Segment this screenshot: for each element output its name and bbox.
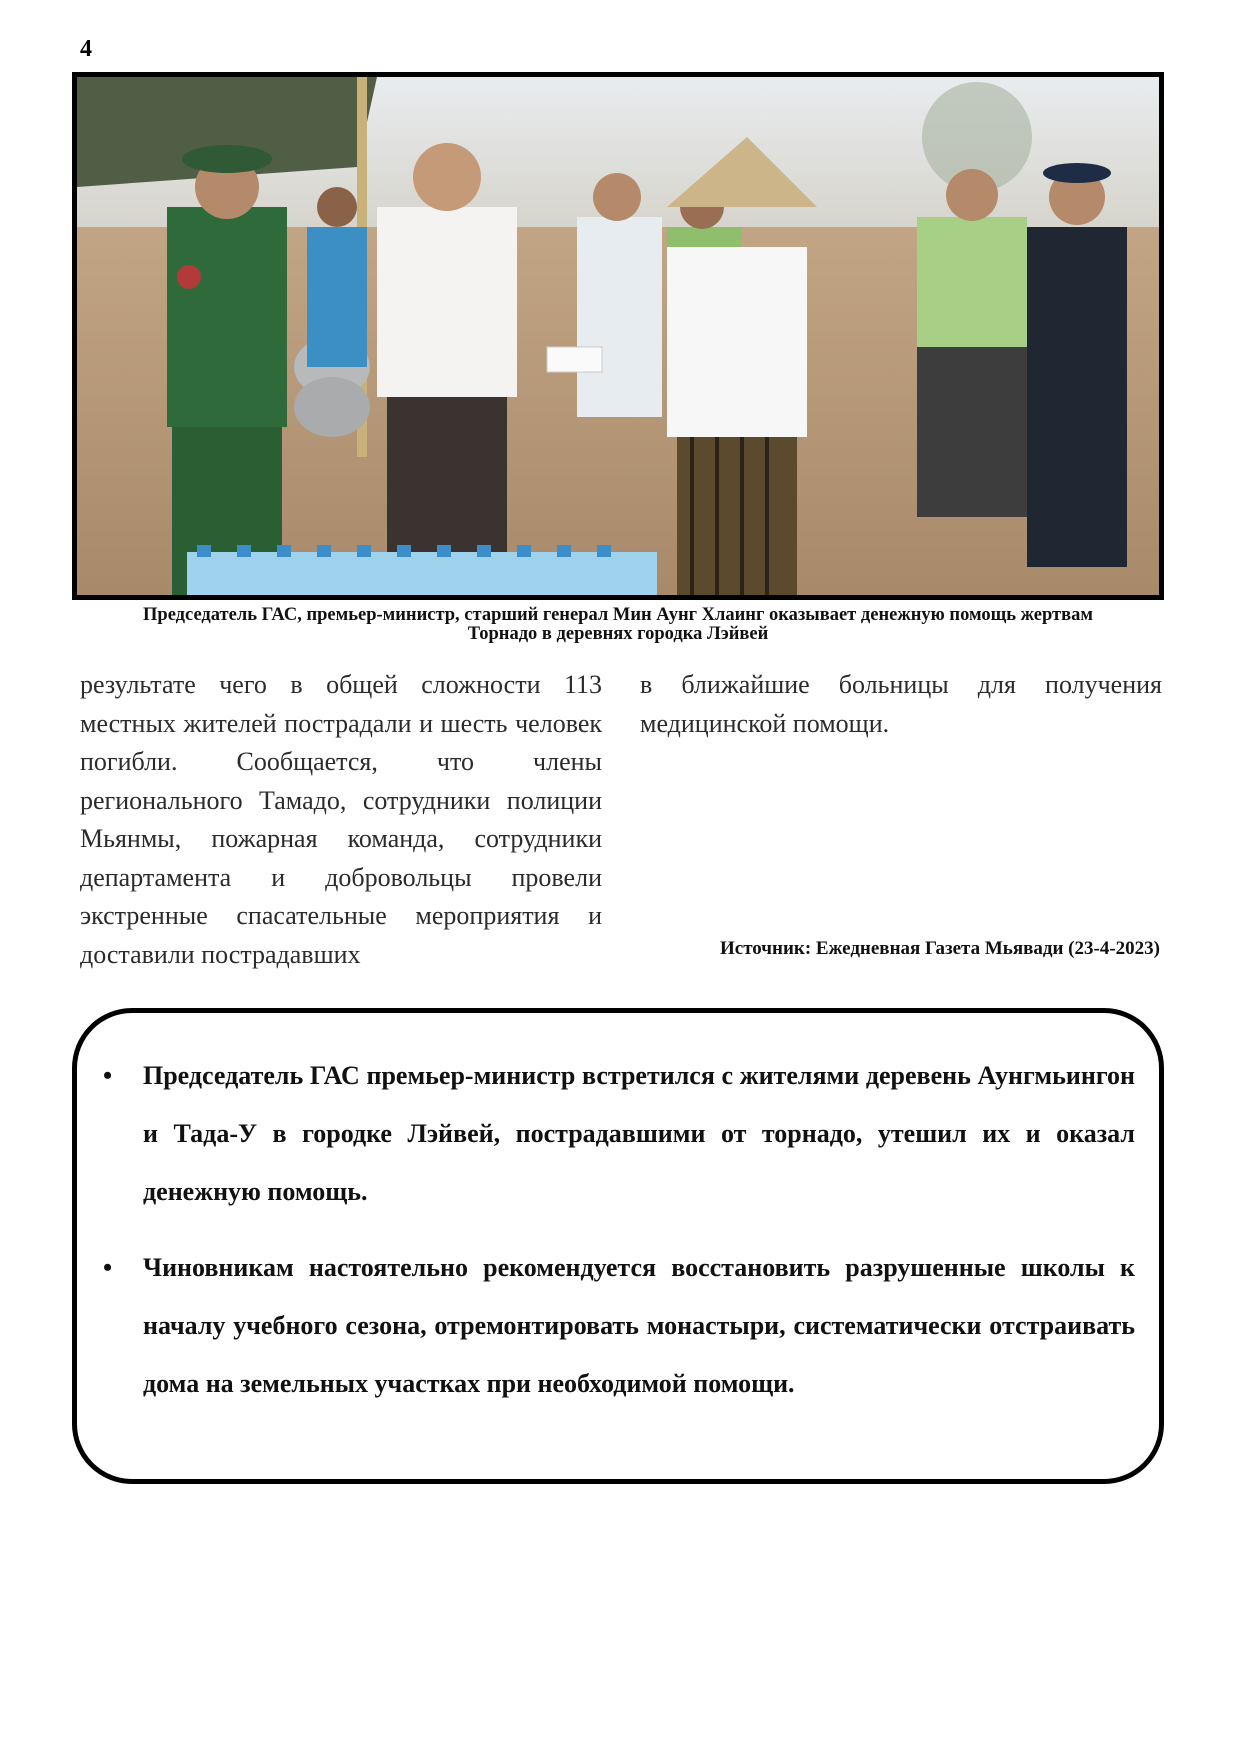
caption-line-2: Торнадо в деревнях городка Лэйвей — [467, 624, 769, 644]
summary-item: • Председатель ГАС премьер-министр встретился с жителями деревень Аунгмьингон и Тада-У в городке Лэйвей, пострадавшими от торнадо, утешил их и оказал денежную помощь. — [143, 1047, 1135, 1221]
photo-caption — [72, 606, 1164, 644]
summary-item: • Чиновникам настоятельно рекомендуется восстановить разрушенные школы к началу учебного сезона, отремонтировать монастыри, систематически отстраивать дома на земельных участках при необходимой помощи. — [143, 1239, 1135, 1413]
article-source: Источник: Ежедневная Газета Мьявади (23-4-2023) — [720, 938, 1160, 959]
summary-box — [72, 1008, 1164, 1484]
article-left-column: результате чего в общей сложности 113 местных жителей пострадали и шесть человек погибли. Сообщается, что члены регионального Тамадо, сотрудники полиции Мьянмы, пожарная команда, сотрудники департамента и добровольцы провели экстренные спасательные мероприятия и доставили пострадавших — [80, 670, 602, 969]
caption-line-1: Председатель ГАС, премьер-министр, старший генерал Мин Аунг Хлаинг оказывает денежную помощь жертвам — [143, 605, 1093, 625]
news-photo-illustration — [77, 77, 1159, 595]
news-photo — [72, 72, 1164, 600]
article-right-column: в ближайшие больницы для получения медицинской помощи. — [640, 670, 1162, 738]
page-number: 4 — [80, 36, 92, 62]
summary-list — [143, 1047, 1135, 1431]
